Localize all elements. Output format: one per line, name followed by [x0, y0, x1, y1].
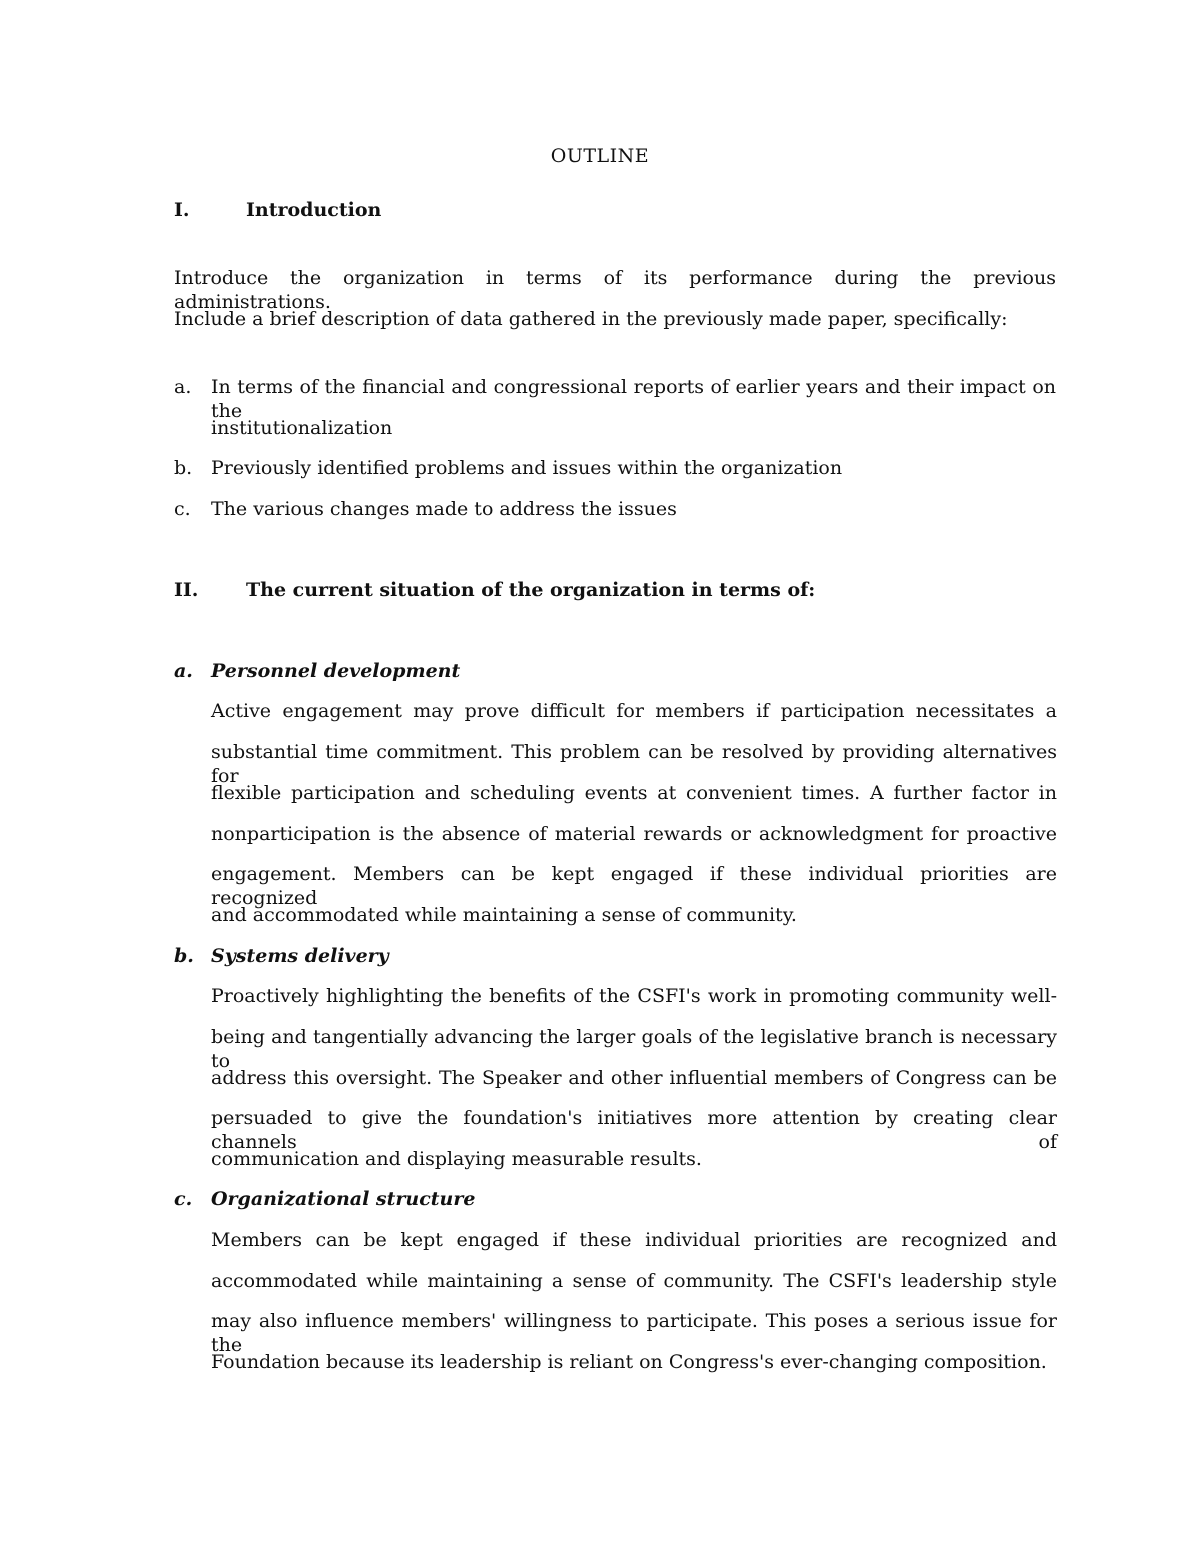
section-1-heading: Introduction [246, 199, 382, 221]
list-item-b-letter: b. [174, 457, 193, 479]
subsection-b-line-2: being and tangentially advancing the larger goals of the legislative branch is necessary to [211, 1026, 1057, 1072]
subsection-c-line-3: may also influence members' willingness to participate. This poses a serious issue for the [211, 1310, 1057, 1356]
subsection-a-line-4: nonparticipation is the absence of material rewards or acknowledgment for proactive [211, 823, 1057, 845]
subsection-b-line-3: address this oversight. The Speaker and other influential members of Congress can be [211, 1067, 1057, 1089]
subsection-c-letter: c. [174, 1188, 193, 1210]
subsection-b-line-1: Proactively highlighting the benefits of the CSFI's work in promoting community well- [211, 985, 1057, 1007]
section-1-number: I. [174, 199, 190, 221]
subsection-a-line-5: engagement. Members can be kept engaged if these individual priorities are recognized [211, 863, 1057, 909]
subsection-c-line-1: Members can be kept engaged if these individual priorities are recognized and [211, 1229, 1057, 1251]
subsection-a-line-1: Active engagement may prove difficult for members if participation necessitates a [211, 700, 1057, 722]
subsection-c-line-4: Foundation because its leadership is reliant on Congress's ever-changing composition. [211, 1351, 1047, 1373]
subsection-b-line-4: persuaded to give the foundation's initiatives more attention by creating clear channels of [211, 1107, 1057, 1153]
list-item-a-line-1: In terms of the financial and congressional reports of earlier years and their impact on the [211, 376, 1056, 422]
subsection-a-heading: Personnel development [211, 660, 461, 682]
subsection-a-letter: a. [174, 660, 193, 682]
list-item-a-letter: a. [174, 376, 192, 398]
subsection-b-letter: b. [174, 945, 194, 967]
subsection-b-line-5: communication and displaying measurable results. [211, 1148, 702, 1170]
intro-line-2: Include a brief description of data gathered in the previously made paper, specifically: [174, 308, 1008, 330]
list-item-b-line-1: Previously identified problems and issues within the organization [211, 457, 843, 479]
section-2-heading: The current situation of the organization in terms of: [246, 579, 816, 601]
subsection-a-line-6: and accommodated while maintaining a sense of community. [211, 904, 797, 926]
subsection-a-line-2: substantial time commitment. This problem can be resolved by providing alternatives for [211, 741, 1057, 787]
section-2-number: II. [174, 579, 199, 601]
subsection-c-line-2: accommodated while maintaining a sense of community. The CSFI's leadership style [211, 1270, 1057, 1292]
intro-line-1: Introduce the organization in terms of its performance during the previous administrations. [174, 267, 1056, 313]
list-item-a-line-2: institutionalization [211, 417, 393, 439]
subsection-c-heading: Organizational structure [211, 1188, 476, 1210]
subsection-a-line-3: flexible participation and scheduling events at convenient times. A further factor in [211, 782, 1057, 804]
page-title: OUTLINE [550, 145, 650, 167]
list-item-c-line-1: The various changes made to address the issues [211, 498, 677, 520]
list-item-c-letter: c. [174, 498, 191, 520]
subsection-b-heading: Systems delivery [211, 945, 389, 967]
